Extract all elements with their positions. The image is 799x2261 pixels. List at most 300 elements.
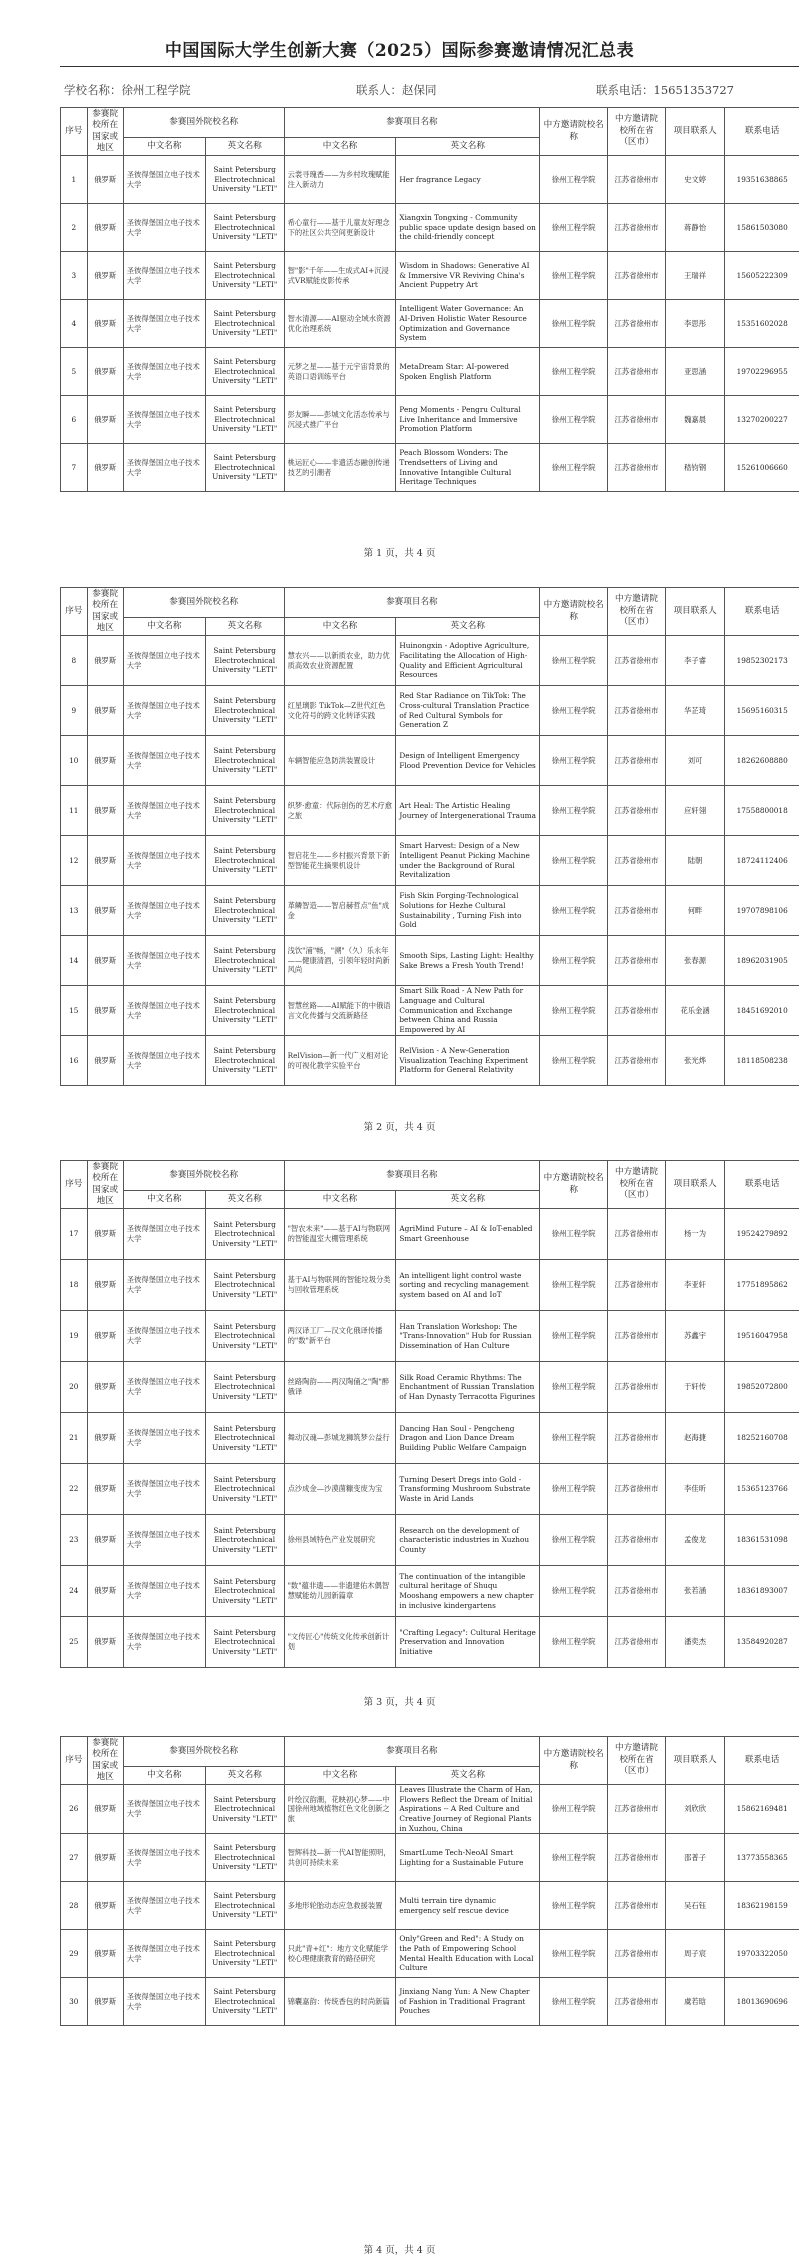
row-phone: 15365123766 [725,1464,799,1515]
row-school-cn: 圣彼得堡国立电子技术大学 [123,1834,205,1882]
row-leader: 张若涵 [665,1566,725,1617]
row-leader: 李子睿 [665,636,725,686]
row-project-cn: 智慧丝路——AI赋能下的中俄语言文化传播与交流新路径 [284,986,396,1036]
row-school-en: Saint Petersburg Electrotechnical University "LETI" [205,1260,284,1311]
row-leader: 潘奕杰 [665,1617,725,1668]
header-country: 参赛院校所在国家或地区 [87,1737,123,1785]
contact-person: 联系人：赵保同 [356,83,437,97]
header-project-cn: 中文名称 [284,1767,396,1785]
summary-table-page [60,1736,799,2026]
row-number: 30 [61,1978,88,2026]
row-school-en: Saint Petersburg Electrotechnical University "LETI" [205,686,284,736]
row-project-cn: 徐州县域特色产业发展研究 [284,1515,396,1566]
row-school-cn: 圣彼得堡国立电子技术大学 [123,1882,205,1930]
row-region: 江苏省徐州市 [608,1209,665,1260]
header-project-cn: 中文名称 [284,618,396,636]
row-project-en: Dancing Han Soul - Pengcheng Dragon and Lion Dance Dream Building Public Welfare Campaign [396,1413,540,1464]
row-phone: 15261006660 [725,444,799,492]
row-country: 俄罗斯 [87,1978,123,2026]
row-number: 28 [61,1882,88,1930]
row-project-cn: 桃运匠心——非遗活态融创传递技艺的引潮者 [284,444,396,492]
row-school-en: Saint Petersburg Electrotechnical University "LETI" [205,986,284,1036]
row-school-en: Saint Petersburg Electrotechnical University "LETI" [205,1785,284,1834]
row-project-en: Fish Skin Forging-Technological Solutions for Hezhe Cultural Sustainability , Turning Fish into Gold [396,886,540,936]
row-school-en: Saint Petersburg Electrotechnical University "LETI" [205,444,284,492]
header-seq: 序号 [61,588,88,636]
row-project-en: Silk Road Ceramic Rhythms: The Enchantment of Russian Translation of Han Dynasty Terracotta Figurines [396,1362,540,1413]
row-inviting-school: 徐州工程学院 [540,1036,608,1086]
row-country: 俄罗斯 [87,1311,123,1362]
table-row [61,1834,799,1882]
row-project-en: Peach Blossom Wonders: The Trendsetters of Living and Innovative Intangible Cultural Heritage Techniques [396,444,540,492]
row-project-cn: 点沙成金—沙漠菌糠变废为宝 [284,1464,396,1515]
header-foreign-school: 参赛国外院校名称 [123,1161,284,1191]
row-region: 江苏省徐州市 [608,252,665,300]
contact-phone: 联系电话：15651353727 [596,83,734,97]
table-row [61,300,799,348]
row-region: 江苏省徐州市 [608,444,665,492]
row-leader: 亚思涵 [665,348,725,396]
table-row [61,886,799,936]
header-school-cn: 中文名称 [123,618,205,636]
row-project-en: Jinxiang Nang Yun: A New Chapter of Fashion in Traditional Fragrant Pouches [396,1978,540,2026]
table-row [61,1930,799,1978]
row-project-cn: 舞动汉魂—彭城龙狮筑梦公益行 [284,1413,396,1464]
row-phone: 19852072800 [725,1362,799,1413]
row-inviting-school: 徐州工程学院 [540,444,608,492]
row-school-en: Saint Petersburg Electrotechnical University "LETI" [205,1362,284,1413]
row-school-en: Saint Petersburg Electrotechnical University "LETI" [205,1515,284,1566]
row-region: 江苏省徐州市 [608,156,665,204]
row-country: 俄罗斯 [87,636,123,686]
row-school-cn: 圣彼得堡国立电子技术大学 [123,300,205,348]
row-school-cn: 圣彼得堡国立电子技术大学 [123,396,205,444]
row-number: 27 [61,1834,88,1882]
header-project: 参赛项目名称 [284,1161,540,1191]
header-school-cn: 中文名称 [123,1767,205,1785]
table-row [61,396,799,444]
row-region: 江苏省徐州市 [608,1930,665,1978]
row-inviting-school: 徐州工程学院 [540,1785,608,1834]
row-phone: 18013690696 [725,1978,799,2026]
row-school-cn: 圣彼得堡国立电子技术大学 [123,156,205,204]
table-row [61,1882,799,1930]
row-leader: 花乐金涵 [665,986,725,1036]
row-inviting-school: 徐州工程学院 [540,1362,608,1413]
row-project-cn: 红星璃影 TikTok—Z世代红色文化符号的跨文化转译实践 [284,686,396,736]
table-row [61,686,799,736]
row-inviting-school: 徐州工程学院 [540,1311,608,1362]
row-school-cn: 圣彼得堡国立电子技术大学 [123,1209,205,1260]
row-school-en: Saint Petersburg Electrotechnical University "LETI" [205,1930,284,1978]
page-footer: 第 2 页，共 4 页 [363,1122,436,1133]
row-school-cn: 圣彼得堡国立电子技术大学 [123,1260,205,1311]
row-leader: 于轩传 [665,1362,725,1413]
row-phone: 17558800018 [725,786,799,836]
row-school-en: Saint Petersburg Electrotechnical University "LETI" [205,636,284,686]
row-number: 13 [61,886,88,936]
row-inviting-school: 徐州工程学院 [540,636,608,686]
row-phone: 15861503080 [725,204,799,252]
table-row [61,1209,799,1260]
row-inviting-school: 徐州工程学院 [540,1978,608,2026]
row-project-en: Leaves Illustrate the Charm of Han, Flowers Reflect the Dream of Initial Aspirations -- A Red Culture and Creative Journey of Regional Plants in Xuzhou, China [396,1785,540,1834]
table-row [61,986,799,1036]
table-row [61,1515,799,1566]
row-phone: 18962031905 [725,936,799,986]
row-region: 江苏省徐州市 [608,1617,665,1668]
row-number: 15 [61,986,88,1036]
header-region: 中方邀请院校所在省（区市） [608,1737,665,1785]
row-school-cn: 圣彼得堡国立电子技术大学 [123,444,205,492]
table-row [61,1566,799,1617]
header-inviting-school: 中方邀请院校名称 [540,588,608,636]
header-school-en: 英文名称 [205,618,284,636]
header-seq: 序号 [61,108,88,156]
row-phone: 15862169481 [725,1785,799,1834]
table-row [61,204,799,252]
row-project-cn: 两汉译工厂—汉文化俄译传播的"数"新平台 [284,1311,396,1362]
row-project-en: SmartLume Tech-NeoAI Smart Lighting for a Sustainable Future [396,1834,540,1882]
row-leader: 蒋静怡 [665,204,725,252]
row-number: 22 [61,1464,88,1515]
row-school-en: Saint Petersburg Electrotechnical University "LETI" [205,1617,284,1668]
row-country: 俄罗斯 [87,1036,123,1086]
row-phone: 15351602028 [725,300,799,348]
row-country: 俄罗斯 [87,156,123,204]
row-leader: 杨一为 [665,1209,725,1260]
row-leader: 陆朝 [665,836,725,886]
header-country: 参赛院校所在国家或地区 [87,1161,123,1209]
row-region: 江苏省徐州市 [608,300,665,348]
row-project-en: Smart Silk Road - A New Path for Language and Cultural Communication and Exchange between China and Russia Empowered by AI [396,986,540,1036]
row-leader: 周子宸 [665,1930,725,1978]
header-inviting-school: 中方邀请院校名称 [540,1161,608,1209]
row-project-cn: "智农未来"——基于AI与物联网的智能温室大棚管理系统 [284,1209,396,1260]
row-project-cn: "文传匠心"传统文化传承创新计划 [284,1617,396,1668]
row-project-cn: 智"影"千年——生成式AI+沉浸式VR赋能皮影传承 [284,252,396,300]
row-inviting-school: 徐州工程学院 [540,1209,608,1260]
row-number: 1 [61,156,88,204]
row-leader: 张光烨 [665,1036,725,1086]
row-school-en: Saint Petersburg Electrotechnical University "LETI" [205,1464,284,1515]
row-leader: 嵇钧钢 [665,444,725,492]
row-school-cn: 圣彼得堡国立电子技术大学 [123,986,205,1036]
header-project: 参赛项目名称 [284,588,540,618]
row-region: 江苏省徐州市 [608,1978,665,2026]
row-school-cn: 圣彼得堡国立电子技术大学 [123,204,205,252]
row-country: 俄罗斯 [87,986,123,1036]
row-leader: 邵普子 [665,1834,725,1882]
row-country: 俄罗斯 [87,1209,123,1260]
row-project-cn: 基于AI与物联网的智能垃圾分类与回收管理系统 [284,1260,396,1311]
row-country: 俄罗斯 [87,1515,123,1566]
row-school-cn: 圣彼得堡国立电子技术大学 [123,736,205,786]
table-row [61,156,799,204]
table-row [61,1413,799,1464]
row-project-cn: 云裳寻瑰香——为乡村玫瑰赋能注入新动力 [284,156,396,204]
row-project-cn: 智辉科技—新一代AI智能照明，共创可持续未来 [284,1834,396,1882]
row-leader: 王瑞祥 [665,252,725,300]
row-inviting-school: 徐州工程学院 [540,1515,608,1566]
row-phone: 13584920287 [725,1617,799,1668]
summary-table-page [60,107,799,492]
row-phone: 15605222309 [725,252,799,300]
row-number: 3 [61,252,88,300]
page-footer: 第 3 页，共 4 页 [363,1697,436,1708]
row-region: 江苏省徐州市 [608,1785,665,1834]
row-country: 俄罗斯 [87,1260,123,1311]
row-number: 23 [61,1515,88,1566]
row-project-en: Smooth Sips, Lasting Light: Healthy Sake Brews a Fresh Youth Trend! [396,936,540,986]
row-project-en: Her fragrance Legacy [396,156,540,204]
row-inviting-school: 徐州工程学院 [540,348,608,396]
row-number: 19 [61,1311,88,1362]
row-inviting-school: 徐州工程学院 [540,1413,608,1464]
header-phone: 联系电话 [725,1737,799,1785]
row-phone: 18361893007 [725,1566,799,1617]
row-project-en: Turning Desert Dregs into Gold - Transforming Mushroom Substrate Waste in Arid Lands [396,1464,540,1515]
row-project-cn: 织梦·愈童：代际创伤的艺术疗愈之旅 [284,786,396,836]
school-info-bar [60,66,799,107]
table-row [61,1785,799,1834]
header-country: 参赛院校所在国家或地区 [87,588,123,636]
header-project-en: 英文名称 [396,1191,540,1209]
row-region: 江苏省徐州市 [608,886,665,936]
row-project-cn: 丝路陶韵——两汉陶俑之"陶"醉俄译 [284,1362,396,1413]
row-project-cn: "数"蕴非遗——非遗建佑木偶智慧赋能幼儿园新篇章 [284,1566,396,1617]
row-school-en: Saint Petersburg Electrotechnical University "LETI" [205,1311,284,1362]
row-phone: 18362198159 [725,1882,799,1930]
row-project-cn: 慧农兴——以新质农业，助力优质高效农业资源配置 [284,636,396,686]
header-project-cn: 中文名称 [284,1191,396,1209]
row-country: 俄罗斯 [87,1882,123,1930]
row-school-en: Saint Petersburg Electrotechnical University "LETI" [205,204,284,252]
header-inviting-school: 中方邀请院校名称 [540,108,608,156]
row-phone: 17751895862 [725,1260,799,1311]
header-region: 中方邀请院校所在省（区市） [608,1161,665,1209]
row-leader: 华芷琦 [665,686,725,736]
row-inviting-school: 徐州工程学院 [540,1882,608,1930]
row-inviting-school: 徐州工程学院 [540,936,608,986]
row-school-cn: 圣彼得堡国立电子技术大学 [123,1566,205,1617]
row-number: 14 [61,936,88,986]
row-inviting-school: 徐州工程学院 [540,686,608,736]
row-phone: 18262608880 [725,736,799,786]
row-phone: 15695160315 [725,686,799,736]
row-school-cn: 圣彼得堡国立电子技术大学 [123,252,205,300]
row-region: 江苏省徐州市 [608,1464,665,1515]
row-number: 5 [61,348,88,396]
row-project-en: Only"Green and Red": A Study on the Path of Empowering School Mental Health Education with Local Culture [396,1930,540,1978]
table-row [61,636,799,686]
header-project-en: 英文名称 [396,1767,540,1785]
row-project-cn: 革鳞智造——智启赫哲点"鱼"成金 [284,886,396,936]
row-inviting-school: 徐州工程学院 [540,252,608,300]
row-project-cn: 智启花生——乡村振兴背景下新型智能花生摘果机设计 [284,836,396,886]
row-school-en: Saint Petersburg Electrotechnical University "LETI" [205,836,284,886]
row-school-en: Saint Petersburg Electrotechnical University "LETI" [205,1978,284,2026]
row-inviting-school: 徐州工程学院 [540,1930,608,1978]
row-number: 18 [61,1260,88,1311]
row-inviting-school: 徐州工程学院 [540,1566,608,1617]
summary-table-page [60,1160,799,1668]
row-country: 俄罗斯 [87,300,123,348]
row-number: 7 [61,444,88,492]
header-leader: 项目联系人 [665,1737,725,1785]
header-region: 中方邀请院校所在省（区市） [608,108,665,156]
row-project-cn: RelVision—新一代广义相对论的可视化教学实验平台 [284,1036,396,1086]
row-project-en: MetaDream Star: AI-powered Spoken English Platform [396,348,540,396]
row-project-en: Art Heal: The Artistic Healing Journey of Intergenerational Trauma [396,786,540,836]
row-phone: 18252160708 [725,1413,799,1464]
row-leader: 李佳昕 [665,1464,725,1515]
row-inviting-school: 徐州工程学院 [540,1260,608,1311]
row-school-en: Saint Petersburg Electrotechnical University "LETI" [205,252,284,300]
table-row [61,1260,799,1311]
row-number: 10 [61,736,88,786]
row-inviting-school: 徐州工程学院 [540,836,608,886]
row-school-cn: 圣彼得堡国立电子技术大学 [123,1413,205,1464]
header-school-en: 英文名称 [205,138,284,156]
row-leader: 苏鑫宇 [665,1311,725,1362]
row-phone: 13270200227 [725,396,799,444]
row-school-en: Saint Petersburg Electrotechnical University "LETI" [205,736,284,786]
row-school-en: Saint Petersburg Electrotechnical University "LETI" [205,1036,284,1086]
row-school-en: Saint Petersburg Electrotechnical University "LETI" [205,1834,284,1882]
row-project-cn: 希心童行——基于儿童友好理念下的社区公共空间更新设计 [284,204,396,252]
row-project-en: Smart Harvest: Design of a New Intelligent Peanut Picking Machine under the Background of Rural Revitalization [396,836,540,886]
header-seq: 序号 [61,1161,88,1209]
school-name: 学校名称：徐州工程学院 [64,83,191,97]
row-leader: 赵海捷 [665,1413,725,1464]
header-school-en: 英文名称 [205,1767,284,1785]
row-country: 俄罗斯 [87,836,123,886]
header-country: 参赛院校所在国家或地区 [87,108,123,156]
row-project-en: Intelligent Water Governance: An AI-Driven Holistic Water Resource Optimization and Governance System [396,300,540,348]
table-row [61,1362,799,1413]
row-number: 17 [61,1209,88,1260]
header-inviting-school: 中方邀请院校名称 [540,1737,608,1785]
row-inviting-school: 徐州工程学院 [540,396,608,444]
row-phone: 19703322050 [725,1930,799,1978]
row-school-cn: 圣彼得堡国立电子技术大学 [123,786,205,836]
row-region: 江苏省徐州市 [608,1036,665,1086]
row-project-cn: 彭友瞬——彭城文化活态传承与沉浸式推广平台 [284,396,396,444]
row-region: 江苏省徐州市 [608,686,665,736]
header-school-cn: 中文名称 [123,1191,205,1209]
row-project-en: Red Star Radiance on TikTok: The Cross-cultural Translation Practice of Red Cultural Symbols for Generation Z [396,686,540,736]
row-project-en: Research on the development of characteristic industries in Xuzhou County [396,1515,540,1566]
row-phone: 18118508238 [725,1036,799,1086]
header-project-en: 英文名称 [396,618,540,636]
row-region: 江苏省徐州市 [608,396,665,444]
row-country: 俄罗斯 [87,1834,123,1882]
row-number: 9 [61,686,88,736]
row-inviting-school: 徐州工程学院 [540,886,608,936]
table-row [61,836,799,886]
table-row [61,444,799,492]
row-inviting-school: 徐州工程学院 [540,204,608,252]
table-row [61,1617,799,1668]
row-project-cn: 锦囊嘉韵：传统香包的时尚新篇 [284,1978,396,2026]
row-country: 俄罗斯 [87,252,123,300]
row-leader: 张春源 [665,936,725,986]
row-leader: 刘欣欣 [665,1785,725,1834]
header-project: 参赛项目名称 [284,1737,540,1767]
row-school-cn: 圣彼得堡国立电子技术大学 [123,1362,205,1413]
row-region: 江苏省徐州市 [608,348,665,396]
row-leader: 史文婷 [665,156,725,204]
row-phone: 19852302173 [725,636,799,686]
row-phone: 19351638865 [725,156,799,204]
header-school-cn: 中文名称 [123,138,205,156]
table-row [61,786,799,836]
row-school-cn: 圣彼得堡国立电子技术大学 [123,936,205,986]
row-leader: 应轩翎 [665,786,725,836]
row-number: 8 [61,636,88,686]
row-country: 俄罗斯 [87,736,123,786]
row-leader: 虞若晗 [665,1978,725,2026]
row-country: 俄罗斯 [87,396,123,444]
header-phone: 联系电话 [725,108,799,156]
row-school-en: Saint Petersburg Electrotechnical University "LETI" [205,300,284,348]
row-region: 江苏省徐州市 [608,1515,665,1566]
row-inviting-school: 徐州工程学院 [540,1834,608,1882]
row-region: 江苏省徐州市 [608,636,665,686]
row-phone: 18724112406 [725,836,799,886]
row-phone: 19702296955 [725,348,799,396]
row-country: 俄罗斯 [87,1617,123,1668]
page-footer: 第 1 页，共 4 页 [363,548,436,559]
row-region: 江苏省徐州市 [608,1882,665,1930]
row-number: 4 [61,300,88,348]
row-country: 俄罗斯 [87,786,123,836]
row-phone: 19516047958 [725,1311,799,1362]
row-inviting-school: 徐州工程学院 [540,786,608,836]
row-leader: 魏嘉晨 [665,396,725,444]
header-leader: 项目联系人 [665,588,725,636]
row-school-cn: 圣彼得堡国立电子技术大学 [123,1785,205,1834]
row-school-en: Saint Petersburg Electrotechnical University "LETI" [205,396,284,444]
row-school-en: Saint Petersburg Electrotechnical University "LETI" [205,1209,284,1260]
row-region: 江苏省徐州市 [608,1566,665,1617]
row-number: 2 [61,204,88,252]
row-project-cn: 浅饮"浦"畅，"溯"（久）乐永年——健康清酒，引领年轻时尚新风尚 [284,936,396,986]
row-project-cn: 叶绘汉韵潮，花映初心梦——中国徐州地域植物红色文化创新之旅 [284,1785,396,1834]
header-seq: 序号 [61,1737,88,1785]
row-phone: 19524279892 [725,1209,799,1260]
row-school-en: Saint Petersburg Electrotechnical University "LETI" [205,156,284,204]
row-country: 俄罗斯 [87,1930,123,1978]
header-leader: 项目联系人 [665,1161,725,1209]
row-inviting-school: 徐州工程学院 [540,1464,608,1515]
row-school-cn: 圣彼得堡国立电子技术大学 [123,636,205,686]
row-school-en: Saint Petersburg Electrotechnical University "LETI" [205,936,284,986]
row-region: 江苏省徐州市 [608,1362,665,1413]
row-number: 16 [61,1036,88,1086]
row-school-cn: 圣彼得堡国立电子技术大学 [123,1464,205,1515]
row-inviting-school: 徐州工程学院 [540,300,608,348]
row-number: 21 [61,1413,88,1464]
row-inviting-school: 徐州工程学院 [540,156,608,204]
row-leader: 李亚轩 [665,1260,725,1311]
row-phone: 18451692010 [725,986,799,1036]
row-phone: 18361531098 [725,1515,799,1566]
row-region: 江苏省徐州市 [608,986,665,1036]
row-project-en: Multi terrain tire dynamic emergency self rescue device [396,1882,540,1930]
table-row [61,1978,799,2026]
